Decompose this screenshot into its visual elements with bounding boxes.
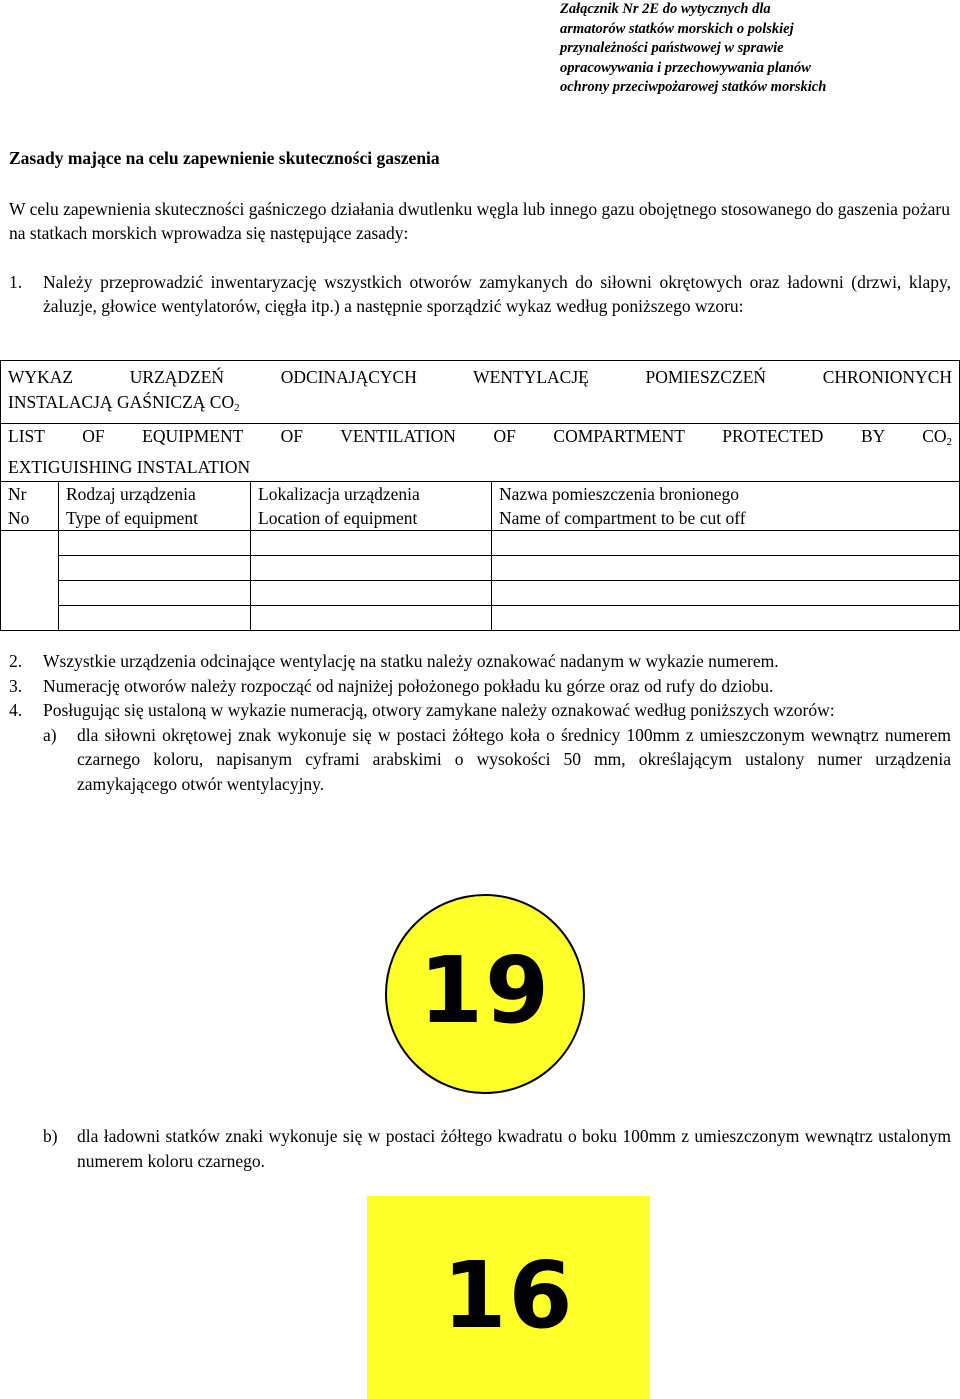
- title-en-subscript: 2: [946, 436, 953, 448]
- table-row: [1, 531, 960, 556]
- annex-line: Załącznik Nr 2E do wytycznych dla: [560, 1, 771, 17]
- point-number: 1.: [9, 272, 23, 292]
- section-heading: Zasady mające na celu zapewnienie skuteczności gaszenia: [9, 148, 440, 168]
- table-title-pl: [1, 361, 960, 424]
- sub-item-label: b): [43, 1126, 58, 1146]
- title-pl-line2: INSTALACJĄ GAŚNICZĄ CO: [8, 392, 235, 412]
- point-item: [9, 674, 951, 699]
- table-cell: [1, 581, 59, 631]
- header-cell: Nazwa pomieszczenia bronionego: [492, 482, 960, 507]
- sub-item-a: [9, 723, 951, 797]
- table-cell: [59, 606, 251, 631]
- sub-item-text: dla siłowni okrętowej znak wykonuje się w postaci żółtego koła o średnicy 100mm z umieszczonym wewnątrz numerem czarnego koloru, napisanym cyframi arabskimi o wysokości 50 mm, określającym ustalony numer urządzenia zamykającego otwór wentylacyjny.: [77, 724, 951, 794]
- table-title-pl-row: [1, 361, 960, 424]
- point-item: [9, 649, 951, 674]
- annex-line: przynależności państwowej w sprawie: [560, 40, 784, 56]
- points-list: [9, 649, 951, 796]
- title-en-line2: EXTIGUISHING INSTALATION: [8, 457, 251, 477]
- header-cell: Nr: [1, 482, 59, 507]
- table-row: [1, 556, 960, 581]
- table-cell: [59, 531, 251, 556]
- table-cell: [251, 531, 492, 556]
- table-cell: [492, 556, 960, 581]
- sub-item-b-block: [9, 1124, 951, 1173]
- point-number: 4.: [9, 700, 23, 720]
- point-text: Wszystkie urządzenia odcinające wentylację na statku należy oznakować nadanym w wykazie numerem.: [43, 651, 779, 671]
- annex-note: [560, 0, 950, 98]
- point-number: 3.: [9, 675, 23, 696]
- annex-line: armatorów statków morskich o polskiej: [560, 20, 794, 37]
- table-header-pl: [1, 482, 960, 507]
- table-title-en-row: [1, 424, 960, 482]
- title-en-line1-wrap: [8, 424, 952, 455]
- yellow-circle-sign: [385, 894, 585, 1094]
- point-text: Posługując się ustaloną w wykazie numeracją, otwory zamykane należy oznakować według poniższych wzorów:: [43, 700, 835, 720]
- yellow-square-sign: [367, 1196, 650, 1399]
- header-cell: No: [1, 506, 59, 531]
- table-cell: [492, 581, 960, 606]
- table-cell: [251, 606, 492, 631]
- sub-item-b: [9, 1124, 951, 1173]
- table-title-en: [1, 424, 960, 482]
- table-cell: [492, 531, 960, 556]
- point-text: Należy przeprowadzić inwentaryzację wszystkich otworów zamykanych do siłowni okrętowych oraz ładowni (drzwi, klapy, żaluzje, głowice wentylatorów, cięgła itp.) a następnie sporządzić wykaz według poniższego wzoru:: [43, 272, 951, 316]
- title-en-line1: LIST OF EQUIPMENT OF VENTILATION OF COMPARTMENT PROTECTED BY CO: [8, 426, 947, 446]
- annex-line: opracowywania i przechowywania planów: [560, 59, 811, 76]
- equipment-list-table: [0, 360, 960, 631]
- title-pl-line1: WYKAZ URZĄDZEŃ ODCINAJĄCYCH WENTYLACJĘ POMIESZCZEŃ CHRONIONYCH: [8, 367, 953, 387]
- header-cell: Name of compartment to be cut off: [492, 506, 960, 531]
- table-cell: [59, 556, 251, 581]
- sub-item-label: a): [43, 724, 57, 745]
- sign-number: 19: [418, 937, 552, 1044]
- table-cell: [1, 531, 59, 581]
- table-cell: [251, 556, 492, 581]
- point-number: 2.: [9, 651, 23, 671]
- header-cell: Type of equipment: [59, 506, 251, 531]
- table-row: [1, 606, 960, 631]
- header-cell: Location of equipment: [251, 506, 492, 531]
- point-item: [9, 698, 951, 723]
- table-cell: [251, 581, 492, 606]
- table-row: [1, 581, 960, 606]
- table-header-en: [1, 506, 960, 531]
- table-cell: [492, 606, 960, 631]
- header-cell: Lokalizacja urządzenia: [251, 482, 492, 507]
- sub-item-text: dla ładowni statków znaki wykonuje się w postaci żółtego kwadratu o boku 100mm z umieszczonym wewnątrz ustalonym numerem koloru czarnego.: [77, 1126, 951, 1171]
- header-cell: Rodzaj urządzenia: [59, 482, 251, 507]
- sign-number: 16: [442, 1242, 575, 1349]
- point-text: Numerację otworów należy rozpocząć od najniżej położonego pokładu ku górze oraz od rufy do dziobu.: [43, 675, 774, 696]
- annex-line: ochrony przeciwpożarowej statków morskich: [560, 79, 827, 95]
- intro-paragraph: W celu zapewnienia skuteczności gaśniczego działania dwutlenku węgla lub innego gazu obojętnego stosowanego do gaszenia pożaru na statkach morskich wprowadza się następujące zasady:: [9, 199, 950, 243]
- title-pl-subscript: 2: [234, 402, 240, 414]
- point-1: [9, 270, 951, 318]
- table-cell: [59, 581, 251, 606]
